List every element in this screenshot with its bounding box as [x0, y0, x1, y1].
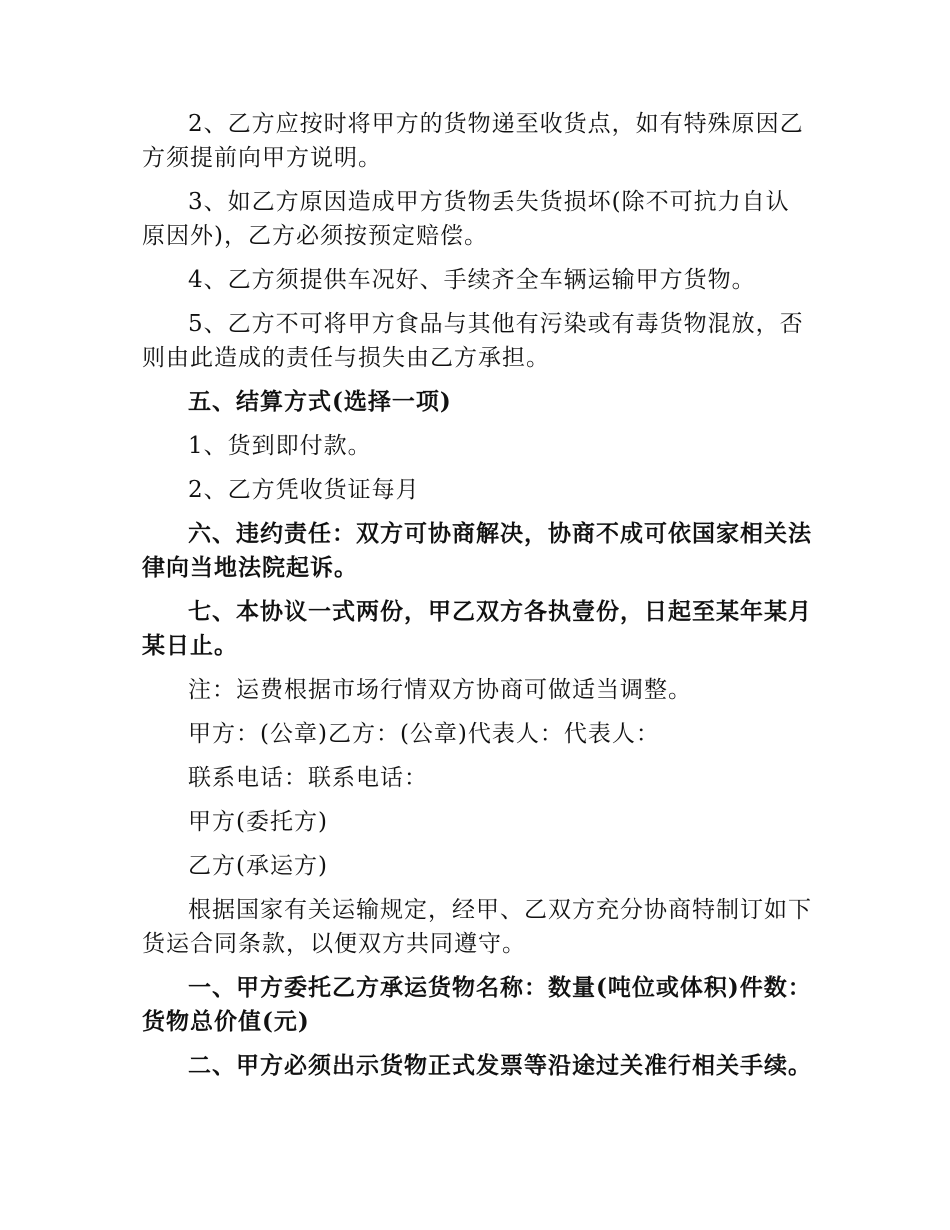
section-1-goods: 一、甲方委托乙方承运货物名称：数量(吨位或体积)件数：货物总价值(元)	[142, 974, 812, 1035]
clause-2-delivery: 2、乙方应按时将甲方的货物递至收货点，如有特殊原因乙方须提前向甲方说明。	[142, 111, 804, 171]
section-2-invoice: 二、甲方必须出示货物正式发票等沿途过关准行相关手续。	[188, 1052, 812, 1079]
section-7-copies: 七、本协议一式两份，甲乙双方各执壹份，日起至某年某月某日止。	[142, 598, 812, 659]
signature-seal-line: 甲方：(公章)乙方：(公章)代表人：代表人：	[188, 721, 660, 747]
section-6-liability: 六、违约责任：双方可协商解决，协商不成可依国家相关法律向当地法院起诉。	[142, 520, 812, 581]
settlement-option-1: 1、货到即付款。	[188, 433, 372, 459]
party-b-label: 乙方(承运方)	[188, 853, 328, 879]
section-5-settlement-heading: 五、结算方式(选择一项)	[188, 388, 452, 415]
freight-note: 注：运费根据市场行情双方协商可做适当调整。	[188, 677, 692, 703]
clause-5-food-safety: 5、乙方不可将甲方食品与其他有污染或有毒货物混放，否则由此造成的责任与损失由乙方承担。	[142, 311, 804, 371]
contact-phone-line: 联系电话：联系电话：	[188, 765, 428, 791]
contract-preamble: 根据国家有关运输规定，经甲、乙双方充分协商特制订如下货运合同条款，以便双方共同遵守。	[142, 897, 812, 957]
clause-4-vehicle: 4、乙方须提供车况好、手续齐全车辆运输甲方货物。	[188, 267, 756, 293]
settlement-option-2: 2、乙方凭收货证每月	[188, 477, 420, 503]
document-body	[142, 107, 812, 1083]
party-a-label: 甲方(委托方)	[188, 809, 328, 835]
clause-3-compensation: 3、如乙方原因造成甲方货物丢失货损坏(除不可抗力自认原因外)，乙方必须按预定赔偿。	[142, 189, 790, 249]
